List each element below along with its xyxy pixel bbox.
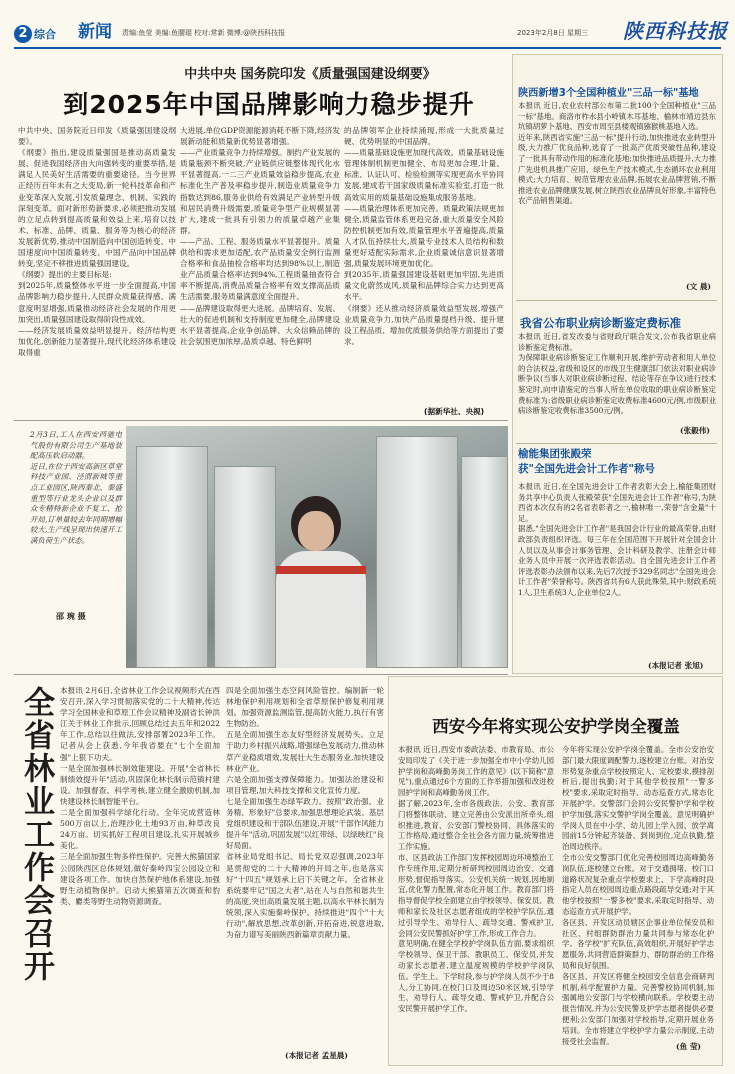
editor-line: 责编:鱼莹 美编:鱼腰琨 校对:常新 微博:@陕西科技报	[122, 29, 286, 37]
lead-col-1: 中共中央、国务院近日印发《质量强国建设纲要》。 《纲要》指出,建设质量强国是推动高质量发展、促进我国经济由大向强转变的重要举措,是满足人民美好生活需要的重要途径。当今世界正经历百年未有之大变局,新一轮科技革命和产业变革深入发展,引发质量理念、机制、实践的深刻变革。面对新形势新要求,必须把推动发展的立足点转到提高质量和效益上来,培育以技术、标准、品牌、质量、服务等为核心的经济发展新优势,推动中国制造向中国创造转变、中国速度向中国质量转变、中国产品向中国品牌转变,坚定不移推进质量强国建设。 《纲要》提出的主要目标是: 到2025年,质量整体水平进一步全面提高,中国品牌影响力稳步提升,人民群众质量获得感、满意度明显增强,质量推动经济社会发展的作用更加突出,质量强国建设取得阶段性成效。 ——经济发展质量效益明显提升。经济结构更加优化,创新能力显著提升,现代化经济体系建设取得重	[18, 126, 176, 357]
campus-byline: (鱼 莹)	[676, 1042, 702, 1051]
campus-col-1: 本报讯 近日,西安市委政法委、市教育局、市公安局印发了《关于进一步加强全市中小学幼儿园护学岗和高峰勤务岗工作的意见》(以下简称"意见"),重点通过6个方面的工作举措加强和改进校园护学岗和高峰勤务岗工作。 据了解,2023年,全市各级政法、公安、教育部门将整体联动、建立完善由公安派出所牵头,组织推进,教育、公安部门警校协同、具体落实的工作格局,通过整合全社会各方面力量,统筹推进工作实施。 市、区县政法工作部门发挥校园周边环境整治工作专班作用,定期分析研判校园周边治安、交通形势,督促指导落实。公安机关统一规划,因地制宜,优化警力配置,常态化开展工作。教育部门将指导督促学校全面建立由学校领导、保安员、教师和家长及社区志愿者组成的学校护学队伍,通过引导学生、劝导行人、疏导交通、警戒护卫,会同公安民警抓好护学工作,形成工作合力。 意见明确,在健全学校护学岗队伍方面,要求组织学校领导、保卫干部、教职员工、保安员,并发动家长志愿者,建立温度规模的学校护学岗队伍。学生上、下学时段,参与护学岗人员不少于8人,分工协同,在校门口及周边50米区域,引导学生、劝导行人、疏导交通、警戒护卫,并配合公安民警开展护学工作。	[398, 745, 554, 1014]
lead-col-3: 的品牌领军企业持续涌现,形成一大批质量过硬、优势明显的中国品牌。 ——质量基础设施更加现代高效。质量基础设施管理体制机制更加健全、布局更加合理,计量、标准、认证认可、检验检测等实现更高水平协同发展,建成若干国家级质量标准实验室,打造一批高效实用的质量基础设施集成服务基地。 ——质量治理体系更加完善。质量政策法规更加健全,质量监管体系更趋完备,重大质量安全风险防控机制更加有效,质量管理水平普遍提高,质量人才队伍持续壮大,质量专业技术人员结构和数量更好适配实际需求,企业质量诚信意识显著增强,质量发展环境更加优化。 到2035年,质量强国建设基础更加牢固,先进质量文化蔚然成风,质量和品牌综合实力达到更高水平。 《纲要》还从推动经济质量效益型发展,增强产业质量竞争力,加快产品质量提档升级、提升建设工程品质、增加优质服务供给等方面提出了要求。	[344, 126, 504, 346]
divider	[14, 674, 508, 675]
campus-title: 西安今年将实现公安护学岗全覆盖	[432, 717, 680, 736]
right2-title: 我省公布职业病诊断鉴定费标准	[520, 316, 681, 330]
campus-col-2: 今年将实现公安护学岗全覆盖。全市公安治安部门最大限度调配警力,逐校建立台账。对治安形势复杂重点学校按照定人、定校要求,摸排剖析后,提出执勤;对于其他学校按照"一警多校"要求,采取定时指导、动态巡查方式,常态化开展护学。交警部门会同公安民警护学和学校护学加强,落实交警护学岗全覆盖。意见明确护学岗人员在中小学、幼儿园上学入园、放学离园前15分钟起齐装备、到岗到位,定点执勤,整治周边秩序。 全市公安交警部门优化完善校园周边高峰勤务岗队伍,逐校建立台账。对于交通拥堵、校门口道路状况复杂重点学校要求上、下学高峰时段指定人员在校园周边重点路段疏导交通;对于其他学校按照"一警多校"要求,采取定时指导、动态巡查方式开展护学。 各区县、开发区动员辖区企事业单位保安员和社区、村组群防群治力量共同参与常态化护学。各学校"扩充队伍,高效组织,开展好护学志愿服务,共同营造群策群力、群防群治的工作格局和良好氛围。 各区县、开发区将健全校园安全信息会商研判机制,科学配置护力量。完善警校协同机制,加强属地公安部门与学校横向联系。学校要主动报告情况,并为公安民警及护学志愿者提供必要便利;公安部门加强对学校指导,定期开展业务培训。全市将建立学校护学力量公示制度,主动接受社会监督。	[562, 745, 714, 1046]
section-label: 综合	[34, 28, 56, 41]
page-number: 2	[14, 25, 32, 43]
lead-kicker: 中共中央 国务院印发《质量强国建设纲要》	[184, 67, 436, 82]
lead-source: (据新华社、央视)	[424, 407, 485, 416]
right1-byline: (文 晨)	[686, 282, 712, 291]
masthead-logo: 陕西科技报	[623, 19, 728, 43]
right3-body: 本报讯 近日,在全国先进会计工作者表彰大会上,榆能集团财务共享中心负责人张殿荣获"全国先进会计工作者"称号,为陕西省本次仅有的2名省表彰者之一,榆林唯一,荣誉"含金量"十足。 据悉,"全国先进会计工作者"是我国会计行业的最高荣誉,由财政部负责组织评选。每三年在全国范围下开展针对全国会计人员以及从事会计事务管理、会计科研及教学、注册会计师业务人员中开展一次评选表彰活动。自全国先进会计工作者评选表彰办法颁布以来,先后7次授予329名同志"全国先进会计工作者"荣誉称号。陕西省共有6人获此殊荣,其中:财政系统1人,卫生系统3人,企业单位2人。	[518, 482, 716, 597]
right3-kicker: 榆能集团张殿荣	[518, 448, 592, 460]
right3-title: 获"全国先进会计工作者"称号	[518, 463, 655, 475]
right1-body: 本报讯 近日,农业农村部公布第二批100个全国种植业"三品一标"基地。商洛市柞水县小岭镇木耳基地、榆林市靖边县东坑镇胡萝卜基地、西安市周至县楼观镇猕猴桃基地入选。 近年来,陕西省实施"三品一标"提升行动,加快推进农业转型升级,大力推广优良品种,选育了一批高产优质突破性品种,建设了一批具有带动作用的标准化基地;加快推进品质提升,大力推广先进机具推广应用、绿色生产技术模式,生态循环农业利用模式;大力培育、规范管理农业品牌,拓展农业品牌营销,不断推进农业品牌健康发展,树立陕西农业品牌良好形象,丰富特色农产品销售渠道。	[518, 101, 716, 206]
divider	[14, 420, 508, 421]
divider	[516, 443, 717, 444]
right2-body: 本报讯 近日,省发改委与省财政厅联合发文,公布我省职业病诊断鉴定费标准。 为保障职业病诊断鉴定工作顺利开展,维护劳动者和用人单位的合法权益,省级和设区的市级卫生健康部门依法对职业病诊断争议(当事人对职业病诊断过程、结论等存在争议)进行技术鉴定时,向申请鉴定的当事人所在单位收取的职业病诊断鉴定费标准为:省级职业病诊断鉴定收费标准4600元/例,市级职业病诊断鉴定收费标准3500元/例。	[518, 332, 716, 416]
right3-byline: (本报记者 张旭)	[648, 661, 704, 670]
right1-title: 陕西新增3个全国种植业"三品一标"基地	[518, 88, 699, 99]
forestry-col-2: 四是全面加强生态空间风险管控。编制新一轮林地保护利用规划和全省草原保护修复利用规划。加强资源监测监管,提高防火能力,执行有害生物防治。 五是全面加强生态友好型经济发展势头。立足于助力乡村振兴战略,增强绿色发展动力,推动林草产业稳质增效,发展壮大生态服务业,加快建设林业产业。 六是全面加强支撑保障能力。加强法治建设和项目管理,加大科技支撑和文化宣传力度。 七是全面加强生态绿军政力。按照"政治强、业务精、形象好"总要求,加强思想理论武装、基层党组织建设和干部队伍建设,开展"干部作风能力提升年"活动,巩固发展"以红带绿、以绿映红"良好局面。 省林业局党组书记、局长党双忍强调,2023年是贯彻党的二十大精神的开局之年,也是落实好"十四五"规划承上启下关键之年。全省林业系统要牢记"国之大者",站在人与自然和谐共生的高度,突出高质量发展主题,以高水平林长制为统领,深入实施秦岭保护、持续推进"四个"十大行动",解放思想,改革创新,开拓奋进,锐意进取,为奋力谱写美丽陕西新篇章贡献力量。	[226, 686, 384, 940]
photo-caption: 2月3日,工人在西安西驰电气股份有限公司生产基地装配高压软启动器。 近日,在位于西安高新区草堂科技产业园、泾渭新城等重点工业园区,陕西秦北、秦盛重型等行业龙头企业以及群众专精特新企业不复工、抢开局,订单量较去年同期增幅较大,生产线呈现出快速开工满负荷生产状态。	[30, 430, 122, 545]
forestry-byline: (本报记者 孟星晨)	[285, 1051, 348, 1060]
lead-col-2: 大进展,单位GDP资源能源消耗不断下降,经济发展新动能和质量新优势显著增强。 ——产业质量竞争力持续增强。制约产业发展的质量瓶颈不断突破,产业链供应链整体现代化水平显著提高,一二三产业质量效益稳步提高,农业标准化生产普及率稳步提升,制造业质量竞争力指数达到86,服务业供给有效满足产业转型升级和居民消费升级需要,质量竞争型产业规模显著扩大,建成一批具有引领力的质量卓越产业集群。 ——产品、工程、服务质量水平显著提升。质量供给和需求更加适配,农产品质量安全例行监测合格率和食品抽检合格率均达到98%以上,制造业产品质量合格率达到94%,工程质量抽查符合率不断提高,消费品质量合格率有效支撑高品质生活需要,服务质量满意度全面提升。 ——品牌建设取得更大进展。品牌培育、发展、壮大的促进机制和支持制度更加健全,品牌建设水平显著提高,企业争创品牌、大众信赖品牌的社会氛围更加浓厚,品质卓越、特色鲜明	[180, 126, 340, 346]
factory-photo	[126, 426, 508, 668]
forestry-title: 全省林业工作会召开	[18, 686, 54, 983]
forestry-col-1: 本报讯 2月6日,全省林业工作会议视频形式在西安召开,深入学习贯彻落实党的二十大精神,传达学习全国林业和草原工作会议精神及副省长钟洪江关于林业工作批示,回顾总结过去五年和2022年工作,总结以往做法,安排部署2023年工作。记者从会上获悉,今年我省要在"七个全面加强"上狠下功夫。 一是全面加强林长制效能建设。开展"全省林长制绩效提升年"活动,巩固深化林长制示范镇村建设。加强督查、科学考核,建立健全激励机制,加快建设林长制智能平台。 二是全面加强科学绿化行动。全年完成营造林500万亩以上,治理沙化土地93万亩,种草改良24万亩。切实抓好工程项目建设,扎实开展城乡美化。 三是全面加强生物多样性保护。完善大熊猫国家公园陕西区总体规划,做好秦岭四宝公园设立和建设各项工作。加快自然保护地体系建设,加强野生动植物保护。启动大熊猫第五次调查和豹类、麝类等野生动物资源调查。	[60, 686, 220, 906]
date-line: 2023年2月8日 星期三	[517, 29, 588, 37]
lead-headline: 到2025年中国品牌影响力稳步提升	[63, 90, 475, 119]
section-big-label: 新闻	[78, 22, 112, 42]
right2-byline: (张毅伟)	[680, 426, 710, 435]
header-rule	[14, 47, 721, 49]
photo-credit: 邵 琬 摄	[56, 611, 86, 621]
divider	[516, 300, 717, 301]
